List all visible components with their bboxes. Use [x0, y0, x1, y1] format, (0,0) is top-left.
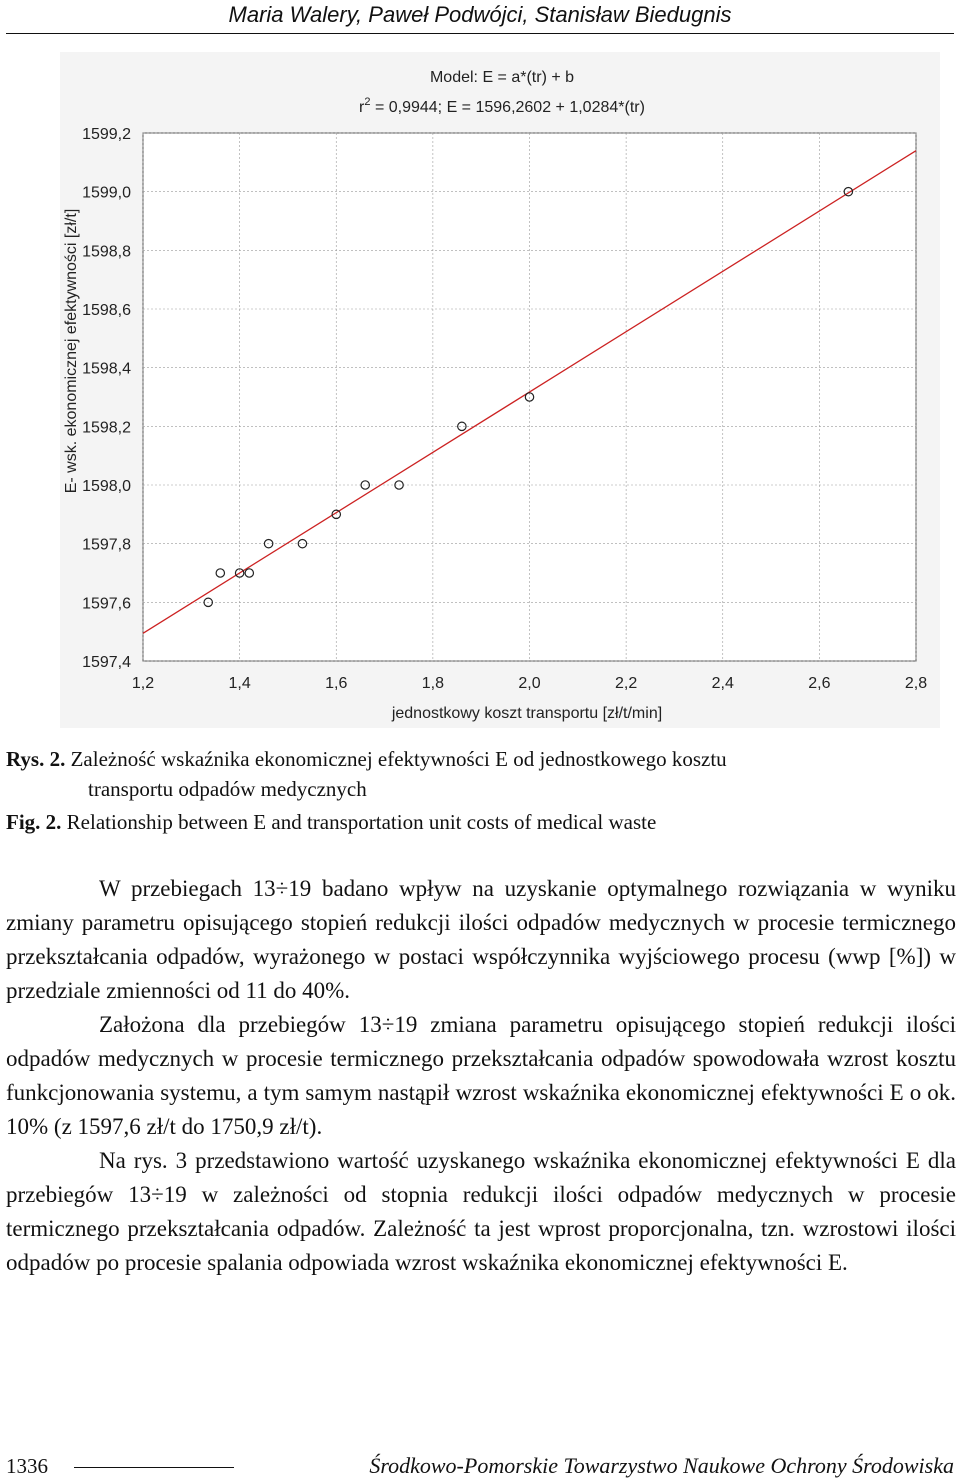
caption-fig-text: Relationship between E and transportation unit costs of medical waste — [66, 810, 657, 834]
x-axis-label: jednostkowy koszt transportu [zł/t/min] — [391, 705, 663, 722]
paragraph-2: Założona dla przebiegów 13÷19 zmiana parametru opisującego stopień redukcji ilości odpadów medycznych w procesie termicznego przekształcania odpadów spowodowała wzrost kosztu funkcjonowania systemu, a tym samym nastąpił wzrost wskaźnika ekonomicznej efektywności E o ok. 10% (z 1597,6 zł/t do 1750,9 zł/t). — [6, 1012, 956, 1139]
figure-caption-pl — [6, 744, 727, 774]
caption-rys-label: Rys. 2. — [6, 747, 66, 771]
figure-caption-en — [6, 807, 656, 837]
y-axis-label: E- wsk. ekonomicznej efektywności [zł/t] — [63, 208, 80, 494]
x-tick-label: 2,2 — [615, 675, 638, 692]
x-tick-label: 2,6 — [808, 675, 831, 692]
equation-r: r — [359, 99, 365, 116]
paragraph-3: Na rys. 3 przedstawiono wartość uzyskanego wskaźnika ekonomicznej efektywności E dla przebiegów 13÷19 w zależności od stopnia redukcji ilości odpadów medycznych w procesie termicznego przekształcania odpadów. Zależność ta jest wprost proporcjonalna, tzn. wzrostowi ilości odpadów po procesie spalania odpowiada wzrost wskaźnika ekonomicznej efektywności E. — [6, 1148, 956, 1275]
x-tick-label: 2,4 — [711, 675, 734, 692]
y-tick-label: 1598,2 — [82, 419, 131, 437]
y-tick-label: 1598,6 — [82, 302, 131, 319]
caption-fig-label: Fig. 2. — [6, 810, 62, 834]
regression-chart — [60, 52, 940, 728]
x-tick-label: 1,6 — [325, 675, 348, 692]
equation-rest: = 0,9944; E = 1596,2602 + 1,0284*(tr) — [370, 99, 645, 116]
chart-equation-line — [359, 96, 645, 116]
x-tick-label: 2,8 — [904, 675, 928, 692]
running-header: Maria Walery, Paweł Podwójci, Stanisław Biedugnis — [228, 2, 732, 27]
x-tick-label: 1,8 — [421, 675, 444, 692]
x-tick-label: 2,0 — [518, 675, 541, 692]
paragraph-1: W przebiegach 13÷19 badano wpływ na uzyskanie optymalnego rozwiązania w wyniku zmiany parametru opisującego stopień redukcji ilości odpadów medycznych w procesie termicznego przekształcania odpadów, wyrażonego w postaci współczynnika wyjściowego procesu (wwp [%]) w przedziale zmienności od 11 do 40%. — [6, 876, 956, 1003]
x-tick-label: 1,4 — [228, 675, 251, 692]
x-tick-label: 1,2 — [131, 675, 155, 692]
equation-sup: 2 — [364, 96, 371, 108]
y-tick-label: 1598,0 — [82, 478, 131, 495]
footer-rule — [74, 1467, 234, 1468]
journal-name: Środkowo-Pomorskie Towarzystwo Naukowe Ochrony Środowiska — [369, 1453, 954, 1478]
body-text — [6, 872, 956, 1280]
y-tick-label: 1598,8 — [82, 243, 131, 261]
y-tick-label: 1598,4 — [82, 360, 131, 378]
page-number: 1336 — [6, 1454, 48, 1478]
chart-model-line: Model: E = a*(tr) + b — [429, 69, 575, 86]
header-rule — [6, 33, 954, 34]
y-tick-label: 1599,2 — [82, 126, 131, 143]
y-tick-label: 1597,8 — [82, 536, 131, 554]
y-tick-label: 1597,4 — [82, 654, 131, 671]
y-tick-label: 1599,0 — [82, 184, 131, 202]
y-tick-label: 1597,6 — [82, 595, 131, 613]
caption-rys-text-1: Zależność wskaźnika ekonomicznej efektywności E od jednostkowego kosztu — [70, 747, 727, 771]
caption-rys-text-2: transportu odpadów medycznych — [88, 777, 367, 801]
